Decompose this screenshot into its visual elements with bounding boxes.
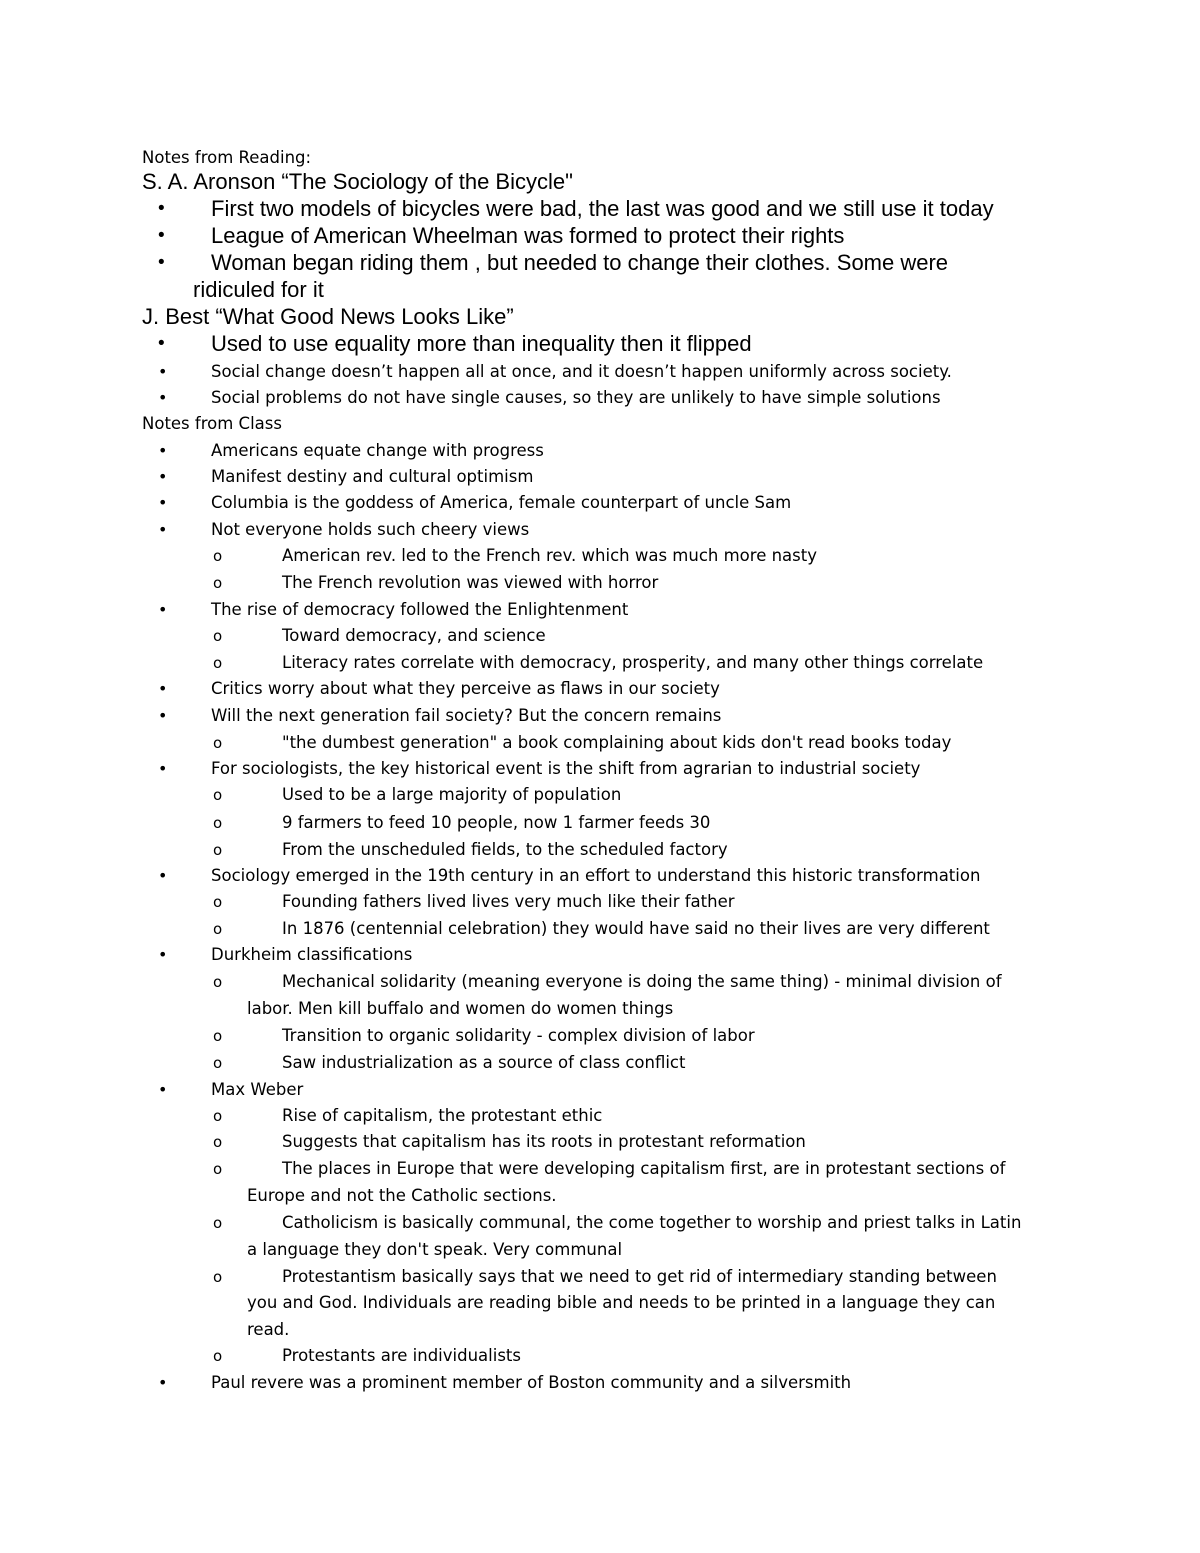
sub-list-item-text: Suggests that capitalism has its roots in protestant reformation (282, 1132, 806, 1151)
sub-list-item-text: Founding fathers lived lives very much like their father (282, 892, 735, 911)
bullet-icon: • (158, 198, 165, 219)
bullet-icon: • (158, 225, 165, 246)
list-item-text: Sociology emerged in the 19th century in an effort to understand this historic transformation (211, 866, 981, 885)
sub-bullet-icon: o (213, 1027, 223, 1045)
sub-list-item-text: Protestantism basically says that we need to get rid of intermediary standing between (282, 1267, 997, 1286)
sub-bullet-icon: o (213, 920, 223, 938)
list-item-text: Social change doesn’t happen all at once, and it doesn’t happen uniformly across society. (211, 362, 952, 381)
sub-list-item-text: Saw industrialization as a source of class conflict (282, 1053, 686, 1072)
list-item-text: Durkheim classifications (211, 945, 413, 964)
sub-bullet-icon: o (213, 841, 223, 859)
bullet-icon: • (158, 945, 168, 964)
sub-list-item-text: From the unscheduled fields, to the scheduled factory (282, 840, 728, 859)
sub-bullet-icon: o (213, 1214, 223, 1232)
sub-bullet-icon: o (213, 574, 223, 592)
bullet-icon: • (158, 333, 165, 354)
sub-list-item-text: "the dumbest generation" a book complaining about kids don't read books today (282, 733, 952, 752)
best-title-text: J. Best “What Good News Looks Like” (142, 304, 514, 329)
sub-list-item-text: labor. Men kill buffalo and women do women things (247, 999, 674, 1018)
bullet-icon: • (158, 706, 168, 725)
list-item-text: Americans equate change with progress (211, 441, 544, 460)
sub-list-item-text: read. (247, 1320, 290, 1339)
sub-list-item-text: 9 farmers to feed 10 people, now 1 farmer feeds 30 (282, 813, 711, 832)
bullet-icon: • (158, 1080, 168, 1099)
sub-list-item-text: Protestants are individualists (282, 1346, 521, 1365)
bullet-icon: • (158, 866, 168, 885)
list-item-text: Manifest destiny and cultural optimism (211, 467, 534, 486)
sub-list-item-text: Transition to organic solidarity - complex division of labor (282, 1026, 755, 1045)
list-item-text: Paul revere was a prominent member of Boston community and a silversmith (211, 1373, 852, 1392)
sub-list-item-text: In 1876 (centennial celebration) they would have said no their lives are very different (282, 919, 990, 938)
sub-list-item-text: Europe and not the Catholic sections. (247, 1186, 557, 1205)
sub-list-item-text: Toward democracy, and science (282, 626, 546, 645)
sub-bullet-icon: o (213, 814, 223, 832)
sub-bullet-icon: o (213, 654, 223, 672)
bullet-icon: • (158, 252, 165, 273)
bullet-icon: • (158, 467, 168, 486)
sub-list-item-text: you and God. Individuals are reading bible and needs to be printed in a language they can (247, 1293, 996, 1312)
list-item-text: League of American Wheelman was formed to protect their rights (211, 223, 845, 248)
bullet-icon: • (158, 759, 168, 778)
list-item-text: The rise of democracy followed the Enlightenment (211, 600, 629, 619)
sub-list-item-text: The places in Europe that were developing capitalism first, are in protestant sections of (282, 1159, 1006, 1178)
list-item-text: ridiculed for it (193, 277, 324, 302)
sub-bullet-icon: o (213, 1107, 223, 1125)
sub-bullet-icon: o (213, 734, 223, 752)
list-item-text: Will the next generation fail society? But the concern remains (211, 706, 722, 725)
list-item-text: Max Weber (211, 1080, 304, 1099)
sub-list-item-text: The French revolution was viewed with horror (282, 573, 659, 592)
list-item-text: First two models of bicycles were bad, the last was good and we still use it today (211, 196, 994, 221)
bullet-icon: • (158, 1373, 168, 1392)
list-item-text: For sociologists, the key historical event is the shift from agrarian to industrial society (211, 759, 921, 778)
sub-bullet-icon: o (213, 547, 223, 565)
sub-bullet-icon: o (213, 1054, 223, 1072)
sub-bullet-icon: o (213, 1268, 223, 1286)
sub-bullet-icon: o (213, 786, 223, 804)
bullet-icon: • (158, 600, 168, 619)
sub-list-item-text: Catholicism is basically communal, the come together to worship and priest talks in Latin (282, 1213, 1022, 1232)
list-item-text: Not everyone holds such cheery views (211, 520, 530, 539)
aronson-title-text: S. A. Aronson “The Sociology of the Bicycle" (142, 169, 573, 194)
sub-bullet-icon: o (213, 1347, 223, 1365)
list-item-text: Woman began riding them , but needed to change their clothes. Some were (211, 250, 949, 275)
sub-list-item-text: Mechanical solidarity (meaning everyone is doing the same thing) - minimal division of (282, 972, 1002, 991)
bullet-icon: • (158, 493, 168, 512)
sub-bullet-icon: o (213, 627, 223, 645)
sub-list-item-text: Literacy rates correlate with democracy, prosperity, and many other things correlate (282, 653, 984, 672)
class-heading-text: Notes from Class (142, 414, 282, 433)
bullet-icon: • (158, 441, 168, 460)
bullet-icon: • (158, 362, 168, 381)
list-item-text: Critics worry about what they perceive as flaws in our society (211, 679, 720, 698)
reading-heading-text: Notes from Reading: (142, 148, 312, 167)
sub-bullet-icon: o (213, 973, 223, 991)
sub-bullet-icon: o (213, 1133, 223, 1151)
bullet-icon: • (158, 388, 168, 407)
sub-bullet-icon: o (213, 893, 223, 911)
sub-list-item-text: Used to be a large majority of population (282, 785, 622, 804)
sub-bullet-icon: o (213, 1160, 223, 1178)
bullet-icon: • (158, 520, 168, 539)
list-item-text: Used to use equality more than inequality then it flipped (211, 331, 752, 356)
bullet-icon: • (158, 679, 168, 698)
list-item-text: Social problems do not have single causes, so they are unlikely to have simple solutions (211, 388, 941, 407)
list-item-text: Columbia is the goddess of America, female counterpart of uncle Sam (211, 493, 792, 512)
sub-list-item-text: American rev. led to the French rev. which was much more nasty (282, 546, 817, 565)
sub-list-item-text: Rise of capitalism, the protestant ethic (282, 1106, 603, 1125)
sub-list-item-text: a language they don't speak. Very communal (247, 1240, 623, 1259)
